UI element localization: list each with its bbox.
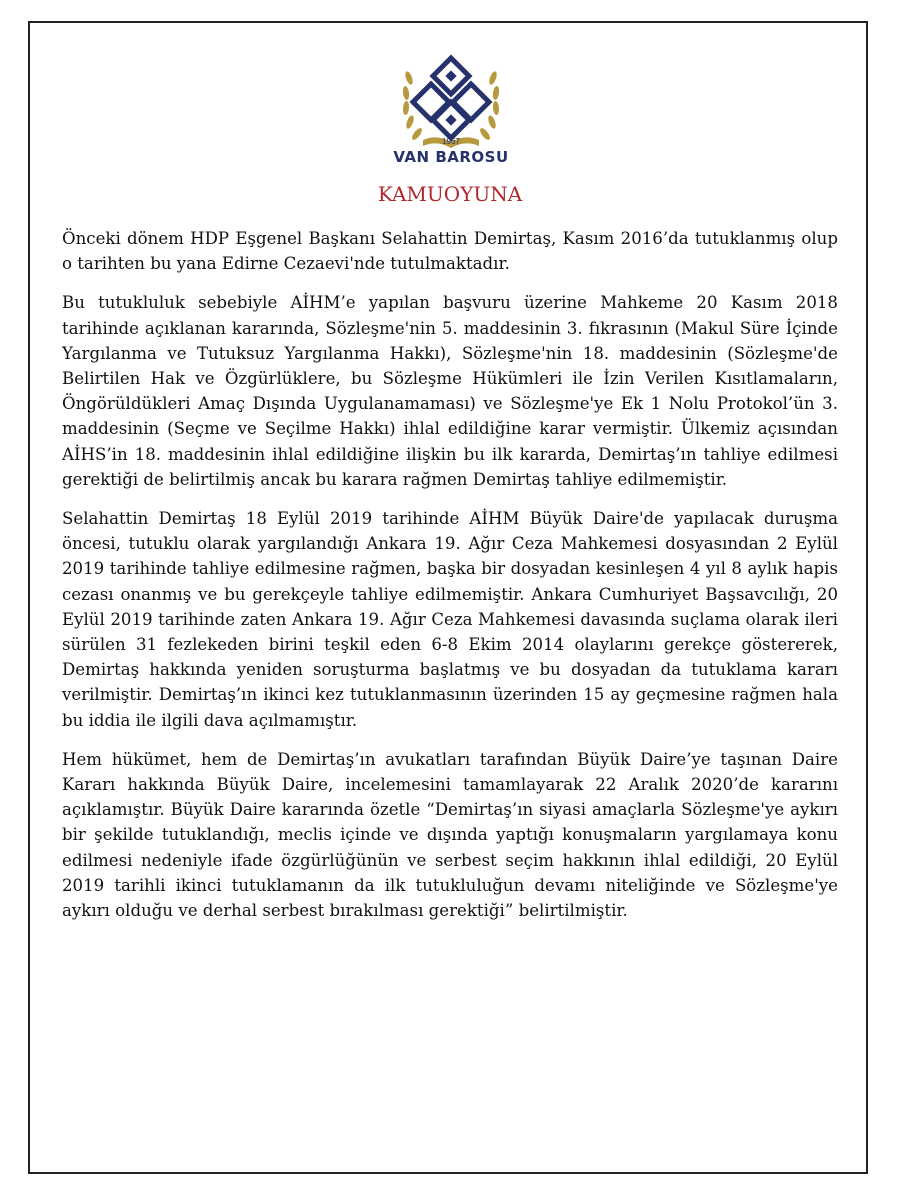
paragraph: Selahattin Demirtaş 18 Eylül 2019 tarihinde AİHM Büyük Daire'de yapılacak duruşma öncesi, tutuklu olarak yargılandığı Ankara 19. Ağır Ceza Mahkemesi dosyasından 2 Eylül 2019 tarihinde tahliye edilmesine rağmen, başka bir dosyadan kesinleşen 4 yıl 8 aylık hapis cezası onanmış ve bu gerekçeyle tahliye edilmemiştir. Ankara Cumhuriyet Başsavcılığı, 20 Eylül 2019 tarihinde zaten Ankara 19. Ağır Ceza Mahkemesi davasında suçlama olarak ileri sürülen 31 fezlekeden birini teşkil eden 6-8 Ekim 2014 olaylarını gerekçe göstererek, Demirtaş hakkında yeniden soruşturma başlatmış ve bu dosyadan da tutuklama kararı verilmiştir. Demirtaş’ın ikinci kez tutuklanmasının üzerinden 15 ay geçmesine rağmen hala bu iddia ile ilgili dava açılmamıştır. bbox=[62, 509, 838, 730]
document-title: KAMUOYUNA bbox=[377, 182, 523, 206]
paragraph: Bu tutukluluk sebebiyle AİHM’e yapılan başvuru üzerine Mahkeme 20 Kasım 2018 tarihinde açıklanan kararında, Sözleşme'nin 5. maddesinin 3. fıkrasının (Makul Süre İçinde Yargılanma ve Tutuksuz Yargılanma Hakkı), Sözleşme'nin 18. maddesinin (Sözleşme'de Belirtilen Hak ve Özgürlüklere, bu Sözleşme Hükümleri ile İzin Verilen Kısıtlamaların, Öngörüldükleri Amaç Dışında Uygulanamaması) ve Sözleşme'ye Ek 1 Nolu Protokol’ün 3. maddesinin (Seçme ve Seçilme Hakkı) ihlal edildiğine karar vermiştir. Ülkemiz açısından AİHS’in 18. maddesinin ihlal edildiğine ilişkin bu ilk kararda, Demirtaş’ın tahliye edilmesi gerektiği de belirtilmiş ancak bu karara rağmen Demirtaş tahliye edilmemiştir. bbox=[62, 293, 838, 489]
paragraph: Hem hükümet, hem de Demirtaş’ın avukatları tarafından Büyük Daire’ye taşınan Daire Kararı hakkında Büyük Daire, incelemesini tamamlayarak 22 Aralık 2020’de kararını açıklamıştır. Büyük Daire kararında özetle “Demirtaş’ın siyasi amaçlarla Sözleşme'ye aykırı bir şekilde tutuklandığı, meclis içinde ve dışında yaptığı konuşmaların yargılamaya konu edilmesi nedeniyle ifade özgürlüğünün ve serbest seçim hakkının ihlal edildiği, 20 Eylül 2019 tarihli ikinci tutuklamanın da ilk tutukluluğun devamı niteliğinde ve Sözleşme'ye aykırı olduğu ve derhal serbest bırakılması gerektiği” belirtilmiştir. bbox=[62, 749, 838, 921]
organization-name: VAN BAROSU bbox=[393, 148, 509, 166]
paragraph: Önceki dönem HDP Eşgenel Başkanı Selahattin Demirtaş, Kasım 2016’da tutuklanmış olup o tarihten bu yana Edirne Cezaevi'nde tutulmaktadır. bbox=[62, 229, 838, 274]
statement-body bbox=[62, 226, 838, 937]
founding-year: 1967 bbox=[442, 137, 460, 146]
